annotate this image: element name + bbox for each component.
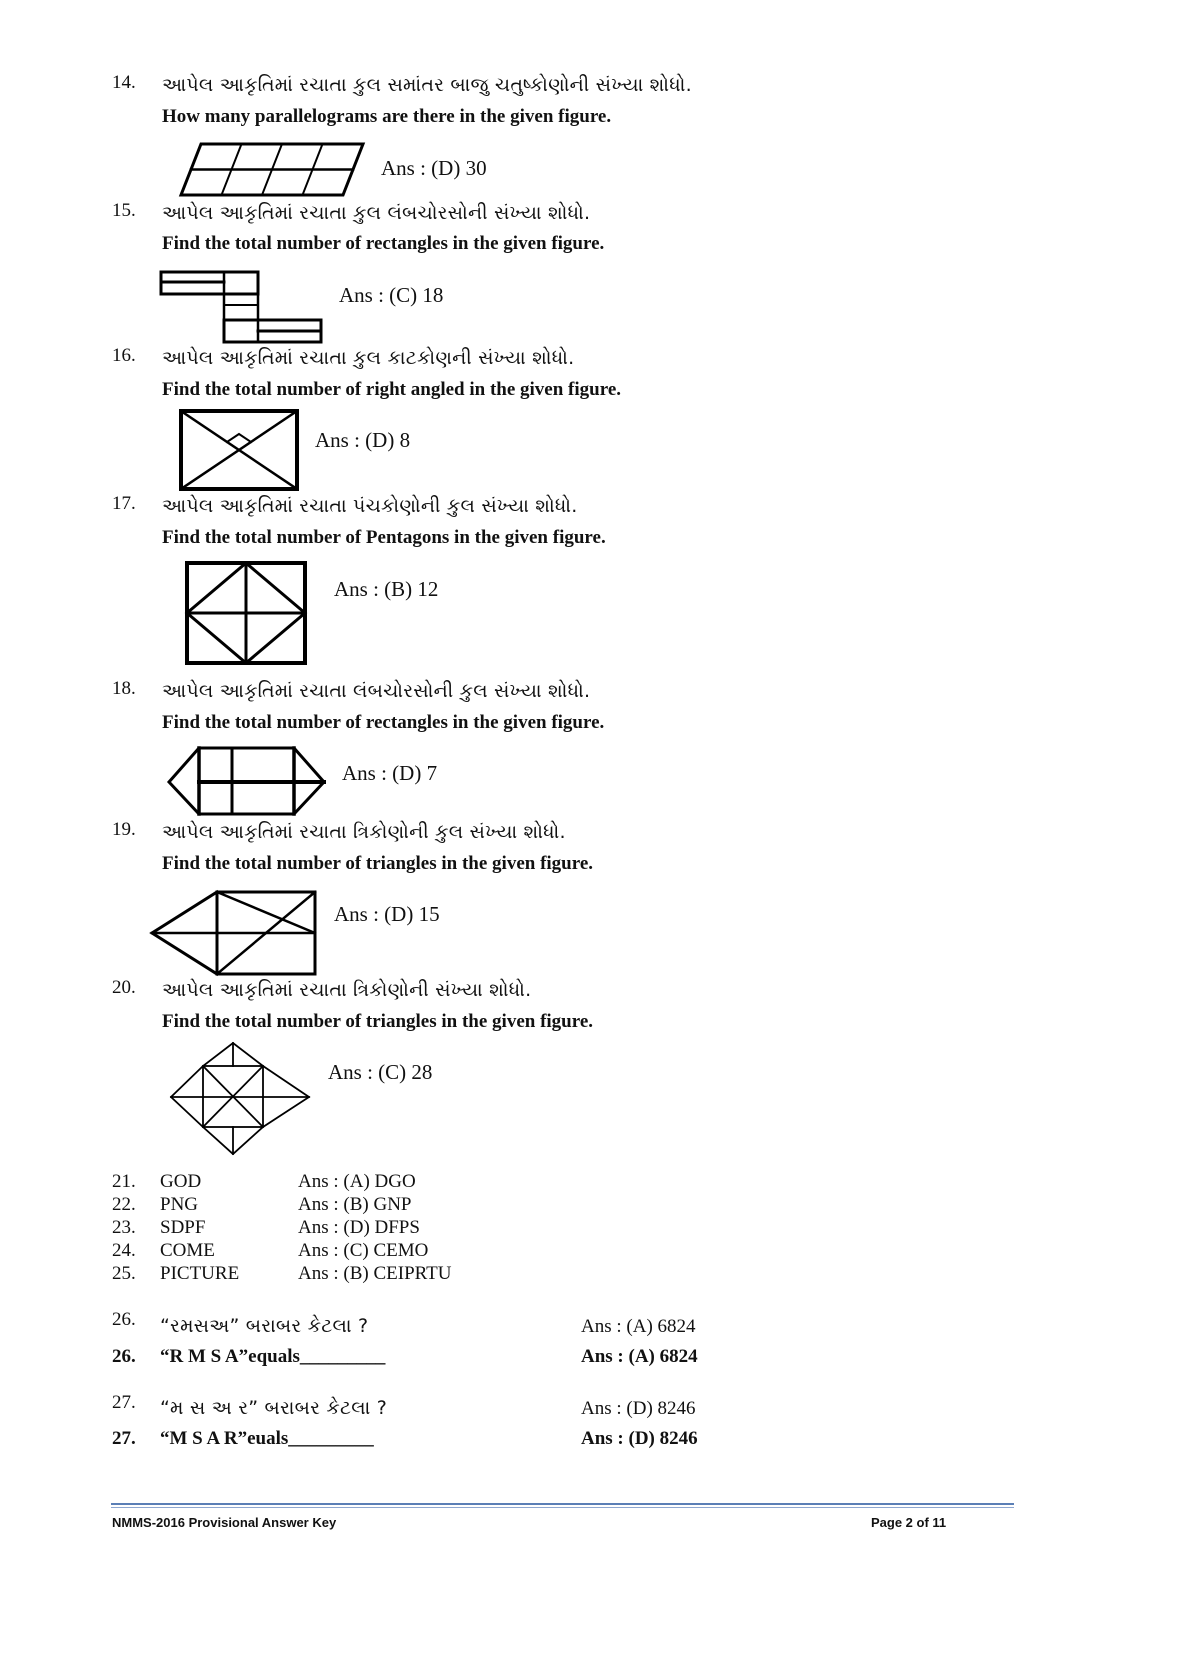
- item-number: 23.: [112, 1217, 136, 1238]
- question-text-gujarati: “રમસઅ” બરાબર કેટલા ?: [160, 1315, 369, 1337]
- question-number-english: 26.: [112, 1346, 136, 1367]
- item-word: PNG: [160, 1194, 199, 1215]
- crossed-rectangle-icon: [178, 408, 300, 492]
- item-word: GOD: [160, 1171, 202, 1192]
- hexagon-grid-icon: [164, 744, 330, 816]
- answer-gujarati: Ans : (A) 6824: [581, 1316, 696, 1337]
- page-number: Page 2 of 11: [871, 1515, 947, 1530]
- diamond-grid-icon: [168, 1040, 314, 1158]
- question-text-english: Find the total number of rectangles in the given figure.: [162, 712, 605, 733]
- item-word: COME: [160, 1240, 215, 1261]
- question-text-english: Find the total number of rectangles in the given figure.: [162, 233, 605, 254]
- kite-rectangle-icon: [148, 888, 320, 978]
- question-text-gujarati: આપેલ આકૃતિમાં રચાતા ત્રિકોણોની સંખ્યા શોધો.: [162, 979, 532, 1001]
- question-text-english: How many parallelograms are there in the given figure.: [162, 106, 612, 127]
- item-number: 25.: [112, 1263, 136, 1284]
- question-number: 15.: [112, 200, 136, 221]
- square-diamond-icon: [184, 560, 308, 666]
- question-text-gujarati: આપેલ આકૃતિમાં રચાતા ત્રિકોણોની કુલ સંખ્યા શોધો.: [162, 821, 566, 843]
- footer-title: NMMS-2016 Provisional Answer Key: [112, 1515, 337, 1530]
- answer: Ans : (D) 7: [342, 761, 438, 785]
- answer-english: Ans : (D) 8246: [581, 1428, 698, 1449]
- item-number: 21.: [112, 1171, 136, 1192]
- question-text-gujarati: આપેલ આકૃતિમાં રચાતા કુલ સમાંતર બાજુ ચતુષ્કોણોની સંખ્યા શોધો.: [162, 74, 692, 96]
- question-number: 14.: [112, 72, 136, 93]
- parallelogram-grid-icon: [176, 140, 371, 200]
- question-text-english: Find the total number of triangles in the given figure.: [162, 853, 594, 874]
- answer: Ans : (C) 18: [339, 283, 444, 307]
- question-text-english: Find the total number of Pentagons in the given figure.: [162, 527, 606, 548]
- question-text-gujarati: “મ સ અ ર” બરાબર કેટલા ?: [160, 1397, 387, 1419]
- question-text-english: Find the total number of right angled in the given figure.: [162, 379, 622, 400]
- item-answer: Ans : (A) DGO: [298, 1171, 416, 1192]
- item-word: PICTURE: [160, 1263, 240, 1284]
- question-number: 18.: [112, 678, 136, 699]
- item-answer: Ans : (B) CEIPRTU: [298, 1263, 452, 1284]
- question-text-english: “M S A R”euals_________: [160, 1428, 374, 1449]
- item-answer: Ans : (B) GNP: [298, 1194, 412, 1215]
- question-number: 16.: [112, 345, 136, 366]
- question-text-gujarati: આપેલ આકૃતિમાં રચાતા પંચકોણોની કુલ સંખ્યા શોધો.: [162, 495, 578, 517]
- answer: Ans : (D) 15: [334, 902, 440, 926]
- question-text-english: “R M S A”equals_________: [160, 1346, 386, 1367]
- question-text-english: Find the total number of triangles in the given figure.: [162, 1011, 594, 1032]
- item-number: 24.: [112, 1240, 136, 1261]
- question-number: 27.: [112, 1392, 136, 1413]
- answer: Ans : (D) 8: [315, 428, 411, 452]
- question-number-english: 27.: [112, 1428, 136, 1449]
- question-number: 20.: [112, 977, 136, 998]
- answer-gujarati: Ans : (D) 8246: [581, 1398, 696, 1419]
- stepped-rectangles-icon: [158, 268, 326, 344]
- question-number: 26.: [112, 1309, 136, 1330]
- answer: Ans : (B) 12: [334, 577, 439, 601]
- item-word: SDPF: [160, 1217, 206, 1238]
- footer-rule-thin: [111, 1507, 1014, 1508]
- item-answer: Ans : (D) DFPS: [298, 1217, 420, 1238]
- item-number: 22.: [112, 1194, 136, 1215]
- item-answer: Ans : (C) CEMO: [298, 1240, 429, 1261]
- question-text-gujarati: આપેલ આકૃતિમાં રચાતા લંબચોરસોની કુલ સંખ્યા શોધો.: [162, 680, 591, 702]
- question-text-gujarati: આપેલ આકૃતિમાં રચાતા કુલ કાટકોણની સંખ્યા શોધો.: [162, 347, 575, 369]
- footer-rule: [111, 1503, 1014, 1505]
- question-number: 17.: [112, 493, 136, 514]
- question-number: 19.: [112, 819, 136, 840]
- answer: Ans : (C) 28: [328, 1060, 433, 1084]
- answer: Ans : (D) 30: [381, 156, 487, 180]
- question-text-gujarati: આપેલ આકૃતિમાં રચાતા કુલ લંબચોરસોની સંખ્યા શોધો.: [162, 202, 591, 224]
- answer-english: Ans : (A) 6824: [581, 1346, 698, 1367]
